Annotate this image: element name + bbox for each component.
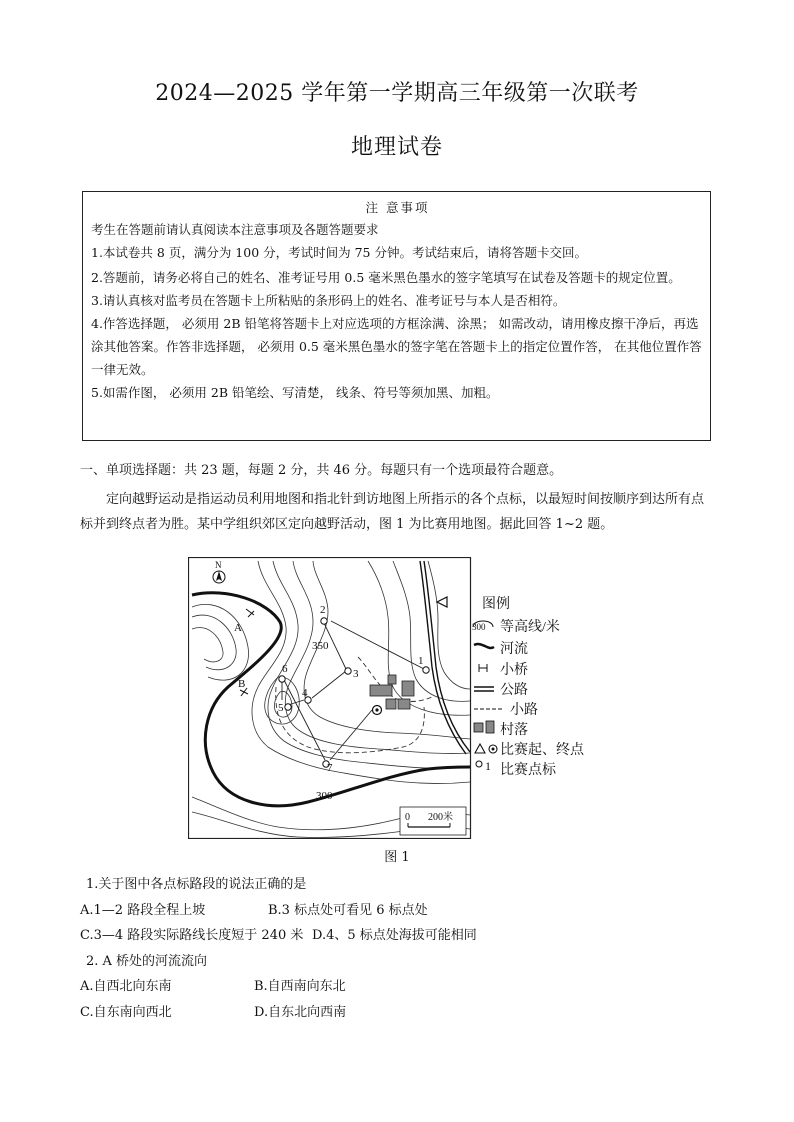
- map-legend: [472, 596, 585, 778]
- orienteering-map: [188, 557, 606, 839]
- option: B.3 标点处可看见 6 标点处: [268, 903, 428, 918]
- figure-caption: 图 1: [384, 850, 410, 865]
- point-label: 1: [418, 655, 424, 667]
- option: A.1—2 路段全程上坡: [80, 903, 206, 918]
- legend-item: 小桥: [500, 663, 528, 678]
- bridge-label: A: [234, 622, 242, 634]
- point-label: 4: [302, 687, 308, 699]
- question-stem: 2. A 桥处的河流流向: [86, 954, 208, 969]
- legend-item: 村落: [500, 723, 528, 738]
- control-point: [423, 667, 429, 673]
- legend-item: 河流: [500, 642, 528, 657]
- legend-item: 公路: [500, 683, 528, 698]
- notice-line: 5.如需作图， 必须用 2B 铅笔绘、写清楚， 线条、符号等须加黑、加粗。: [91, 385, 499, 400]
- point-label: 7: [327, 762, 333, 774]
- section-heading: 一、单项选择题：共 23 题，每题 2 分，共 46 分。每题只有一个选项最符合题意。: [80, 463, 563, 478]
- legend-item: 比赛点标: [500, 763, 556, 778]
- bridge-sample-icon: [479, 664, 487, 672]
- notice-box: [82, 191, 711, 441]
- legend-title: 图例: [482, 597, 510, 612]
- option: C.自东南向西北: [80, 1005, 172, 1020]
- notice-line: 4.作答选择题， 必须用 2B 铅笔将答题卡上对应选项的方框涂满、涂黑； 如需改动，请用橡皮擦干净后，再选涂其他答案。作答非选择题， 必须用 0.5 毫米黑色墨水的签字笔在答题卡上的指定位置作答， 在其他位置作答一律无效。: [91, 316, 702, 377]
- exam-title: 2024—2025 学年第一学期高三年级第一次联考: [155, 81, 639, 106]
- svg-text:200米: 200米: [428, 812, 453, 823]
- control-point: [285, 704, 291, 710]
- option: D.自东北向西南: [254, 1005, 347, 1020]
- svg-text:300: 300: [472, 622, 486, 632]
- point-sample-icon: [476, 761, 482, 767]
- svg-text:0: 0: [405, 812, 410, 823]
- north-label: N: [215, 560, 222, 570]
- point-label: 3: [353, 668, 359, 680]
- contour-label: 300: [316, 790, 333, 802]
- notice-line: 考生在答题前请认真阅读本注意事项及各题答题要求: [91, 222, 379, 237]
- notice-line: 3.请认真核对监考员在答题卡上所粘贴的条形码上的姓名、准考证号与本人是否相符。: [91, 293, 566, 308]
- contour-label: 350: [312, 640, 329, 652]
- option: D.4、5 标点处海拔可能相同: [312, 928, 477, 943]
- legend-item: 等高线/米: [500, 620, 560, 635]
- village-sample-icon: [474, 721, 494, 733]
- option: B.自西南向东北: [254, 979, 346, 994]
- scale-bar: [400, 807, 466, 835]
- road-sample-icon: [474, 687, 494, 691]
- notice-line: 2.答题前，请务必将自己的姓名、准考证号用 0.5 毫米黑色墨水的签字笔填写在试卷及答题卡的规定位置。: [91, 270, 681, 285]
- legend-item: 小路: [510, 703, 538, 718]
- exam-subtitle: 地理试卷: [350, 135, 443, 160]
- legend-item: 比赛起、终点: [500, 743, 584, 758]
- option: A.自西北向东南: [80, 979, 172, 994]
- point-label: 6: [282, 663, 288, 675]
- notice-heading: 注 意事项: [365, 200, 430, 215]
- notice-line: 1.本试卷共 8 页，满分为 100 分，考试时间为 75 分钟。考试结束后，请将答题卡交回。: [91, 245, 587, 260]
- option: C.3—4 路段实际路线长度短于 240 米: [80, 928, 304, 943]
- control-point: [345, 668, 351, 674]
- svg-text:1: 1: [485, 759, 491, 773]
- intro-paragraph: 定向越野运动是指运动员利用地图和指北针到访地图上所指示的各个点标，以最短时间按顺序到达所有点标并到终点者为胜。某中学组织郊区定向越野活动，图 1 为比赛用地图。据此回答 1~2 题。: [80, 492, 705, 532]
- question-stem: 1.关于图中各点标路段的说法正确的是: [86, 877, 307, 892]
- bridge-label: B: [238, 678, 246, 690]
- point-label: 2: [320, 604, 326, 616]
- river-sample-icon: [474, 644, 494, 648]
- point-label: 5: [278, 702, 284, 714]
- control-point: [279, 676, 285, 682]
- start-sample-icon: [475, 744, 485, 753]
- control-point: [321, 618, 327, 624]
